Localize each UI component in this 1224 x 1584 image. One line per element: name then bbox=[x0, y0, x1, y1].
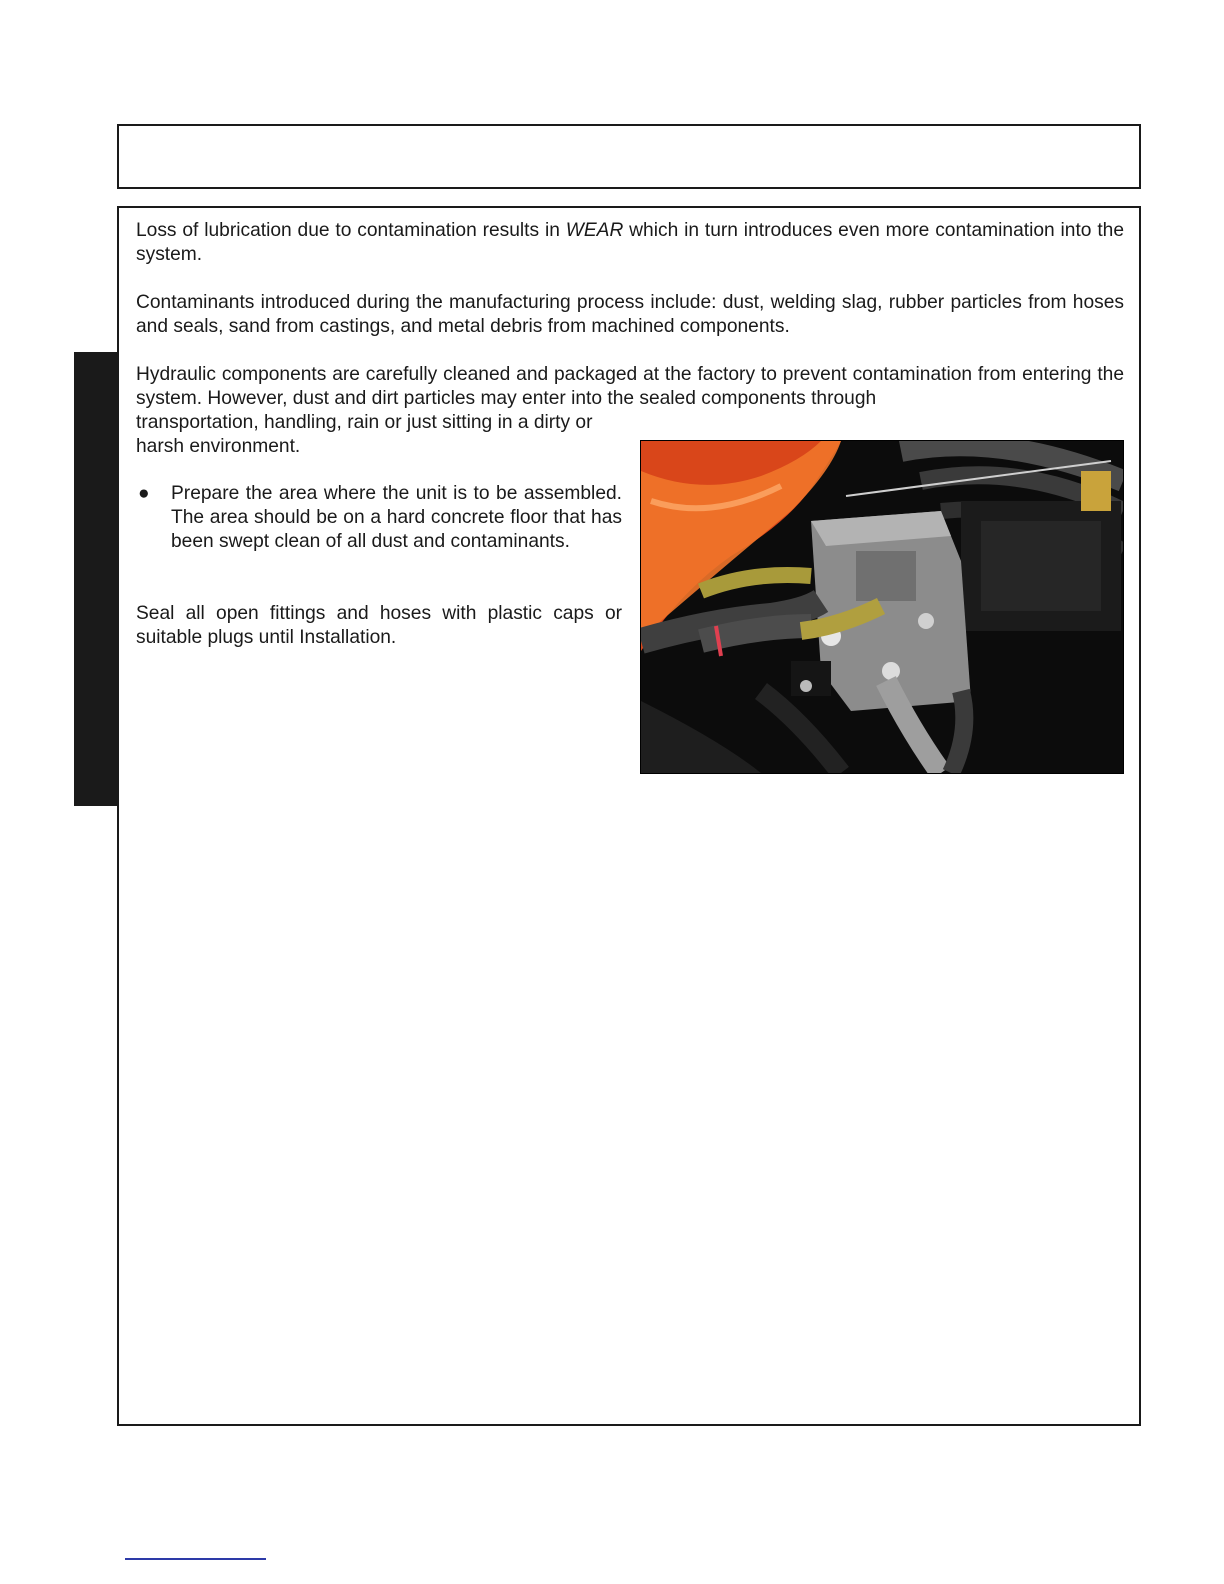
footer-link-underline bbox=[125, 1558, 266, 1560]
bullet-text: Prepare the area where the unit is to be assembled. The area should be on a hard concrete floor that has been swept clean of all dust and contaminants. bbox=[171, 483, 622, 552]
paragraph-wear bbox=[136, 219, 1124, 267]
hydraulic-valve-photo bbox=[640, 440, 1124, 774]
section-side-tab bbox=[74, 352, 118, 806]
paragraph-seal-fittings: Seal all open fittings and hoses with plastic caps or suitable plugs until Installation. bbox=[136, 603, 622, 648]
paragraph-hydraulic-tail: transportation, handling, rain or just sitting in a dirty or harsh environment. bbox=[136, 412, 593, 457]
paragraph-wear-before: Loss of lubrication due to contamination results in bbox=[136, 220, 566, 241]
bullet-icon: ● bbox=[138, 483, 150, 504]
paragraph-wear-after: which in turn introduces even more contamination into the system. bbox=[136, 220, 1124, 265]
paragraph-contaminants: Contaminants introduced during the manufacturing process include: dust, welding slag, rubber particles from hoses and seals, sand from castings, and metal debris from machined components. bbox=[136, 292, 1124, 337]
paragraph-hydraulic: Hydraulic components are carefully cleaned and packaged at the factory to prevent contamination from entering the system. However, dust and dirt particles may enter into the sealed components through bbox=[136, 364, 1124, 409]
bullet-item bbox=[136, 482, 622, 554]
wear-emphasis: WEAR bbox=[565, 220, 624, 241]
section-header-box bbox=[117, 124, 1141, 189]
content-box bbox=[117, 206, 1141, 1426]
